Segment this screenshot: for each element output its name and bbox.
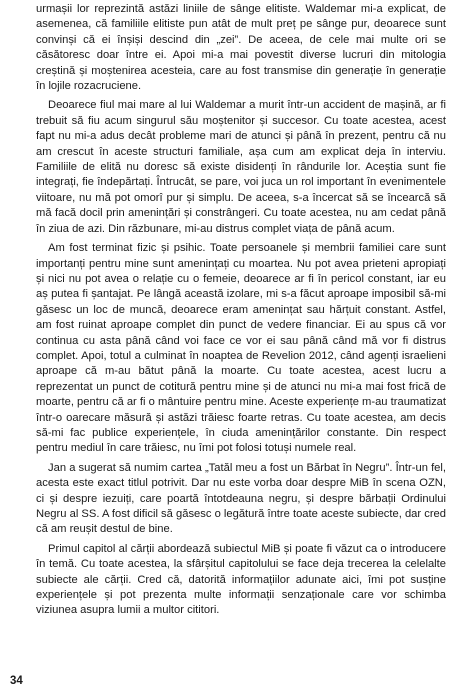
paragraph-1: urmașii lor reprezintă astăzi liniile de sânge elitiste. Waldemar mi-a explicat, de asemenea, că familiile elitiste pun atât de mult preț pe sânge pur, deoarece sunt convinși că ei înșiși descind din „zei”. De aceea, de cele mai multe ori se căsătoresc doar între ei. Apoi mi-a mai povestit diverse lucruri din mitologia creștină și moștenirea acesteia, care au fost transmise din generație în generație în lojile rozacruciene.	[36, 3, 446, 93]
paragraph-3: Am fost terminat fizic și psihic. Toate persoanele și membrii familiei care sunt importanți pentru mine sunt amenințați cu moartea. Nu pot avea prieteni apropiați și nici nu pot avea o relație cu o femeie, deoarece ar fi în pericol constant, iar eu aș putea fi șantajat. Pe lângă această izolare, mi s-a făcut aproape imposibil să-mi găsesc un loc de muncă, deoarece eram amenințat sau hărțuit constant. Astfel, am fost ruinat aproape complet din punct de vedere financiar. Ei au spus că vor continua cu asta până când voi face ce vor ei sau până când mă vor fi distrus complet. Apoi, totul a culminat în noaptea de Revelion 2012, când agenți israelieni aproape că m-au bătut până la moarte. Cu toate acestea, acest lucru a reprezentat un punct de cotitură pentru mine și de atunci nu mi-a mai fost frică de moarte, pentru că ar fi o mântuire pentru mine. Aceste experiențe m-au traumatizat într-o oarecare măsură și astăzi trăiesc foarte retras. Cu toate acestea, am decis să-mi fac publice experiențele, în ciuda amenințărilor constante. Din respect pentru mediul în care trăiesc, nu îmi pot folosi totuși numele real.	[36, 242, 446, 455]
paragraph-4: Jan a sugerat să numim cartea „Tatăl meu a fost un Bărbat în Negru”. Într-un fel, acesta este exact titlul potrivit. Dar nu este vorba doar despre MiB în scena OZN, ci și despre iezuiți, care poartă întotdeauna negru, și despre bărbații Ordinului Negru al SS. A fost dificil să găsesc o legătură între toate aceste subiecte, dar cred că am reușit destul de bine.	[36, 461, 446, 536]
body-text	[36, 2, 446, 623]
page-number: 34	[10, 675, 23, 687]
paragraph-5: Primul capitol al cărții abordează subiectul MiB și poate fi văzut ca o introducere în temă. Cu toate acestea, la sfârșitul capitolului se face deja trecerea la celelalte subiecte ale cărții. Cred că, datorită informațiilor adunate aici, îmi pot susține experiențele și pot prezenta multe informații senzaționale care vor schimba viziunea asupra lumii a multor cititori.	[36, 542, 446, 617]
paragraph-2: Deoarece fiul mai mare al lui Waldemar a murit într-un accident de mașină, ar fi trebuit să fiu acum singurul său moștenitor și succesor. Cu toate acestea, acest fapt nu mi-a adus decât probleme mari de atunci și până în prezent, pentru că nu am crescut în aceste structuri familiale, așa cum am explicat deja în interviu. Familiile de elită nu doresc să existe disidenți în rândurile lor. Aceștia sunt fie integrați, fie îndepărtați. Întrucât, se pare, voi juca un rol important în evenimentele viitoare, nu mă pot omorî pur și simplu. De aceea, s-a încercat să se încearcă să mă facă docil prin amenințări și constrângeri. Cu toate acestea, nu am cedat până în ziua de azi. Din răzbunare, mi-au distrus complet viața de până acum.	[36, 99, 446, 235]
